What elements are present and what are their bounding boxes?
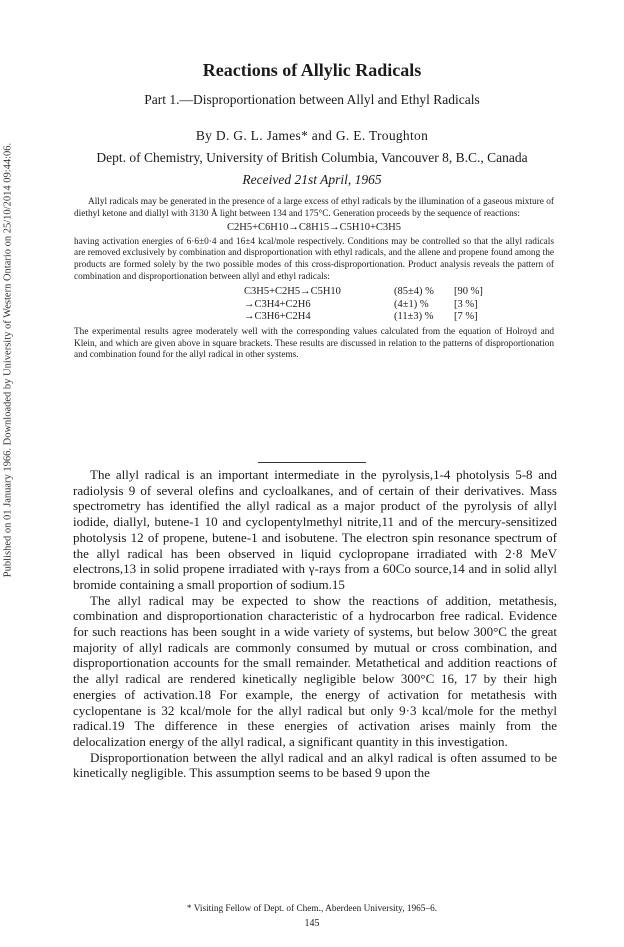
- calculated-percentage: [7 %]: [454, 311, 478, 323]
- abstract-paragraph-3: The experimental results agree moderately well with the corresponding values calculated from the equation of Holroyd and Klein, and which are given above in square brackets. These results are discussed in relation to the patterns of disproportionation and combination found for the allyl radical in other systems.: [74, 326, 554, 361]
- section-divider: [258, 462, 366, 463]
- reaction-row: [244, 311, 483, 324]
- calculated-percentage: [3 %]: [454, 298, 478, 310]
- reaction-equation: C3H5+C2H5→C5H10: [244, 286, 341, 298]
- reaction-equation: →C3H6+C2H4: [244, 311, 311, 323]
- reaction-table: [244, 286, 483, 324]
- observed-percentage: (11±3) %: [394, 311, 434, 323]
- paper-subtitle: Part 1.—Disproportionation between Allyl and Ethyl Radicals: [144, 92, 480, 107]
- body-paragraph-1: The allyl radical is an important intermediate in the pyrolysis,1-4 photolysis 5-8 and radiolysis 9 of several olefins and cycloalkanes, and of certain of their derivatives. Mass spectrometry has identified the allyl radical as a major product of the pyrolysis of allyl iodide, diallyl, butene-1 10 and cyclopentylmethyl nitrite,11 and of the mercury-sensitized photolysis 12 of propene, butene-1 and isobutene. The electron spin resonance spectrum of the allyl radical has been observed in liquid cyclopropane irradiated with 2·8 MeV electrons,13 in solid propene irradiated with γ-rays from a 60Co source,14 and in solid allyl bromide containing a small proportion of sodium.15: [73, 467, 557, 592]
- abstract-paragraph-1: Allyl radicals may be generated in the presence of a large excess of ethyl radicals by the illumination of a gaseous mixture of diethyl ketone and diallyl with 3130 Å light between 134 and 175°C. Generation proceeds by the sequence of reactions:: [74, 197, 554, 219]
- reaction-row: [244, 299, 483, 312]
- author-footnote: * Visiting Fellow of Dept. of Chem., Aberdeen University, 1965–6.: [186, 904, 438, 914]
- observed-percentage: (85±4) %: [394, 286, 434, 298]
- observed-percentage: (4±1) %: [394, 298, 429, 310]
- abstract-paragraph-2: having activation energies of 6·6±0·4 and 16±4 kcal/mole respectively. Conditions may be controlled so that the allyl radicals are removed exclusively by combination and disproportionation with ethyl radicals, and the allene and propene found among the products are formed solely by the two possible modes of this cross-disproportionation. Product analysis reveals the pattern of combination and disproportionation between allyl and ethyl radicals:: [74, 236, 554, 282]
- paper-title: Reactions of Allylic Radicals: [202, 60, 422, 80]
- calculated-percentage: [90 %]: [454, 286, 483, 298]
- received-date: Received 21st April, 1965: [242, 172, 382, 187]
- generation-equation: C2H5+C6H10→C8H15→C5H10+C3H5: [226, 222, 402, 234]
- download-watermark-text: Published on 01 January 1966. Downloaded by University of Western Ontario on 25/10/2014 09:44:06.: [2, 142, 14, 578]
- body-text: [73, 467, 557, 781]
- reaction-row: [244, 286, 483, 299]
- reaction-equation: →C3H4+C2H6: [244, 298, 311, 310]
- body-paragraph-2: The allyl radical may be expected to show the reactions of addition, metathesis, combination and disproportionation characteristic of a hydrocarbon free radical. Evidence for such reactions has been sought in a wide variety of systems, but below 300°C the great majority of allyl radicals are commonly consumed by mutual or cross combination, and disproportionation accounts for the small remainder. Metathetical and addition reactions of the allyl radical are rendered kinetically negligible below 300°C 16, 17 by their high energies of activation.18 For example, the energy of activation for metathesis with cyclopentane is 32 kcal/mole for the allyl radical but only 9·3 kcal/mole for the methyl radical.19 The difference in these energies of activation arises mainly from the delocalization energy of the allyl radical, a significant quantity in this investigation.: [73, 592, 557, 749]
- body-paragraph-3: Disproportionation between the allyl radical and an alkyl radical is often assumed to be kinetically negligible. This assumption seems to be based 9 upon the: [73, 749, 557, 781]
- author-byline: By D. G. L. James* and G. E. Troughton: [195, 128, 429, 143]
- page-number: 145: [304, 918, 320, 929]
- abstract: [74, 197, 554, 362]
- author-affiliation: Dept. of Chemistry, University of British Columbia, Vancouver 8, B.C., Canada: [96, 150, 528, 165]
